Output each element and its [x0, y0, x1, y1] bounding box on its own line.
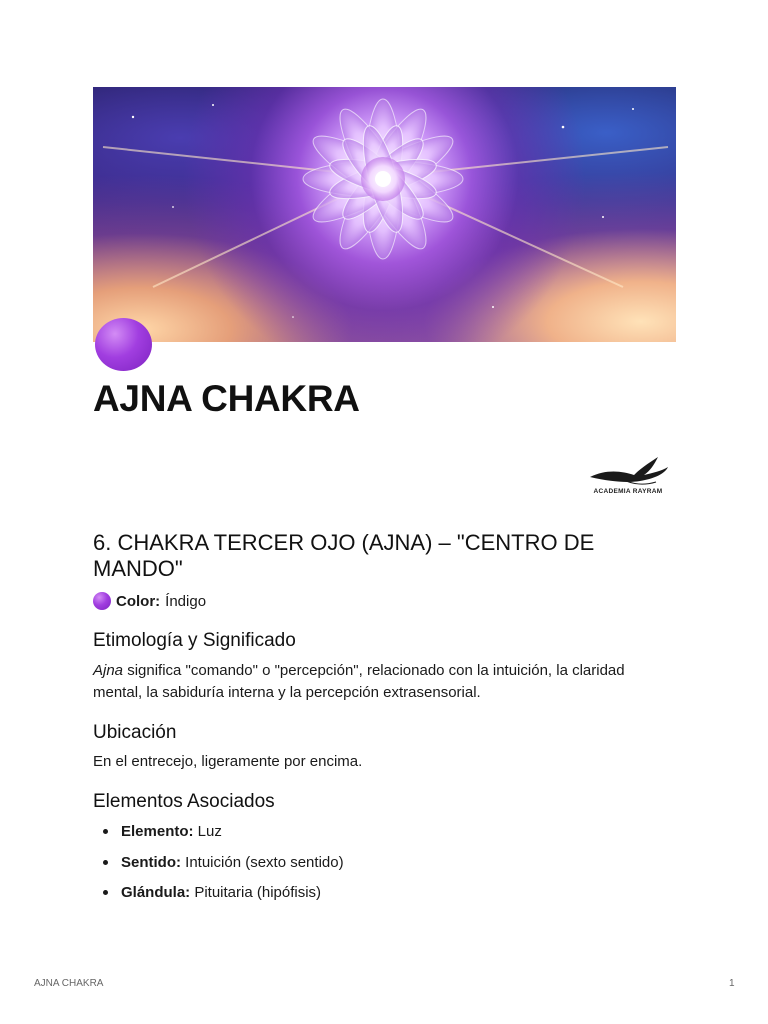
page-title: AJNA CHAKRA: [93, 378, 360, 419]
etymology-paragraph: [93, 660, 653, 704]
list-item: [103, 883, 344, 903]
bullet-icon: [103, 890, 108, 895]
list-item-value: Intuición (sexto sentido): [181, 853, 344, 871]
list-item-label: Glándula:: [121, 884, 191, 901]
list-item: [103, 822, 344, 842]
ajna-term: Ajna: [93, 662, 124, 679]
elements-heading: Elementos Asociados: [93, 791, 275, 812]
color-line: [93, 592, 206, 610]
list-item-label: Sentido:: [121, 853, 181, 871]
page-number: 1: [729, 978, 735, 989]
list-item-value: Pituitaria (hipófisis): [190, 884, 322, 901]
etymology-text: significa "comando" o "percepción", relacionado con la intuición, la claridad mental, la sabiduría interna y la percepción extrasensorial.: [93, 662, 625, 701]
list-item-label: Elemento:: [121, 823, 194, 840]
bullet-icon: [103, 829, 108, 834]
list-item-value: Luz: [193, 823, 222, 840]
location-text: En el entrecejo, ligeramente por encima.: [93, 753, 363, 770]
bullet-icon: [103, 860, 108, 865]
cover-image: [93, 87, 676, 342]
footer-title: AJNA CHAKRA: [34, 978, 104, 989]
color-value: Índigo: [165, 592, 207, 610]
academia-logo: [586, 455, 670, 499]
bird-logo-icon: [586, 455, 670, 489]
location-heading: Ubicación: [93, 722, 177, 743]
purple-circle-icon: [93, 592, 111, 610]
list-item: [103, 853, 344, 873]
etymology-heading: Etimología y Significado: [93, 630, 296, 651]
logo-text: ACADEMIA RAYRAM: [593, 488, 663, 495]
purple-circle-emoji: [95, 318, 152, 371]
color-label: Color:: [116, 592, 161, 610]
lotus-mandala-illustration: [93, 87, 676, 342]
elements-list: [103, 822, 344, 914]
section-heading: 6. CHAKRA TERCER OJO (AJNA) – "CENTRO DE MANDO": [93, 530, 595, 581]
